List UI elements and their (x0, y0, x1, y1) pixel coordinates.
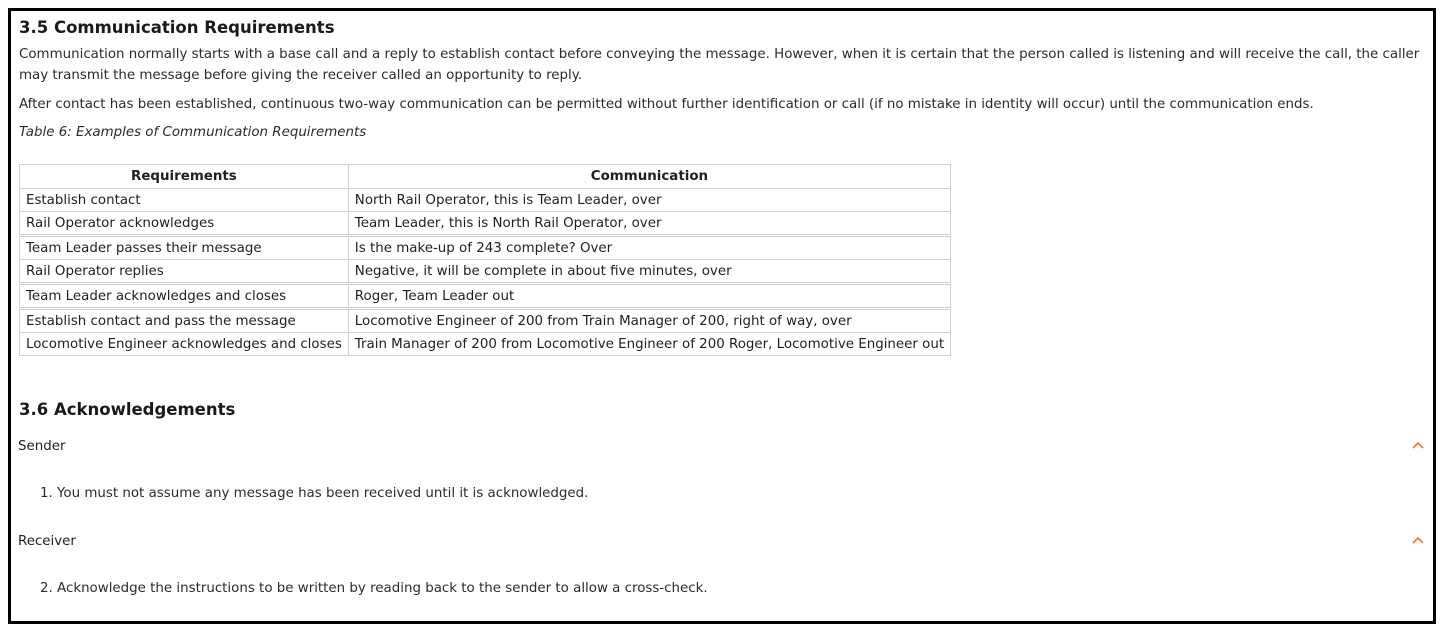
table-cell: Negative, it will be complete in about five minutes, over (348, 260, 950, 284)
table-cell: Establish contact (20, 189, 349, 212)
table-row (20, 284, 951, 309)
section-title-acknowledgements: 3.6 Acknowledgements (19, 400, 236, 419)
table-cell: North Rail Operator, this is Team Leader, over (348, 189, 950, 212)
table-cell: Train Manager of 200 from Locomotive Engineer of 200 Roger, Locomotive Engineer out (348, 333, 950, 356)
table-row (20, 189, 951, 212)
table-caption: Table 6: Examples of Communication Requirements (19, 125, 367, 140)
table-row (20, 333, 951, 356)
table-cell: Roger, Team Leader out (348, 284, 950, 309)
accordion-sender[interactable] (18, 439, 1428, 454)
table-cell: Locomotive Engineer acknowledges and closes (20, 333, 349, 356)
document-frame (8, 8, 1436, 624)
accordion-receiver-label: Receiver (18, 534, 76, 549)
table-cell: Establish contact and pass the message (20, 309, 349, 333)
chevron-up-icon[interactable] (1410, 532, 1426, 548)
table-row (20, 212, 951, 236)
table-row (20, 236, 951, 260)
table-cell: Is the make-up of 243 complete? Over (348, 236, 950, 260)
table-cell: Team Leader passes their message (20, 236, 349, 260)
communication-requirements-table (19, 164, 951, 356)
table-header-row (20, 165, 951, 189)
table-cell: Rail Operator acknowledges (20, 212, 349, 236)
chevron-up-icon[interactable] (1410, 437, 1426, 453)
paragraph-base-call: Communication normally starts with a base call and a reply to establish contact before conveying the message. However, when it is certain that the person called is listening and will receive the call, the caller may transmit the message before giving the receiver called an opportunity to reply. (19, 47, 1420, 83)
section-title-communication-requirements: 3.5 Communication Requirements (19, 18, 335, 37)
list-item: 2. Acknowledge the instructions to be written by reading back to the sender to allow a cross-check. (40, 581, 708, 596)
table-row (20, 309, 951, 333)
column-header-requirements: Requirements (20, 165, 349, 189)
column-header-communication: Communication (348, 165, 950, 189)
table-cell: Locomotive Engineer of 200 from Train Manager of 200, right of way, over (348, 309, 950, 333)
table-row (20, 260, 951, 284)
list-item: 1. You must not assume any message has been received until it is acknowledged. (40, 486, 589, 501)
table-cell: Team Leader, this is North Rail Operator, over (348, 212, 950, 236)
table-cell: Rail Operator replies (20, 260, 349, 284)
accordion-sender-label: Sender (18, 439, 66, 454)
paragraph-two-way-communication: After contact has been established, continuous two-way communication can be permitted without further identification or call (if no mistake in identity will occur) until the communication ends. (19, 97, 1314, 112)
accordion-receiver[interactable] (18, 534, 1428, 549)
table-cell: Team Leader acknowledges and closes (20, 284, 349, 309)
